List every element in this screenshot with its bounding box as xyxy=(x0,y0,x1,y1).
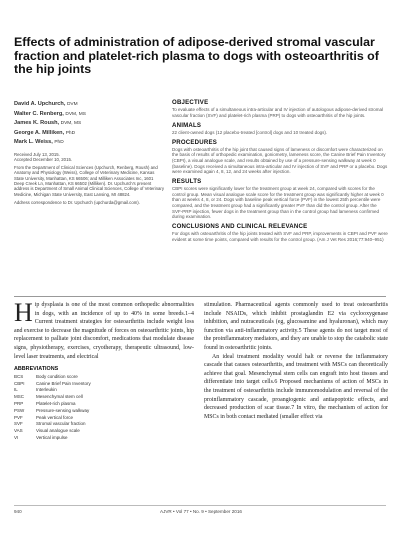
abbreviation-row xyxy=(14,421,194,428)
abbreviation-key: SVF xyxy=(14,421,23,427)
abbreviation-row xyxy=(14,374,194,381)
author-degree: PhD xyxy=(65,130,76,136)
author: James K. Roush, DVM, MS xyxy=(14,120,82,126)
author-name: James K. Roush xyxy=(14,120,58,126)
footer-divider xyxy=(14,505,386,506)
abbreviation-row xyxy=(14,408,194,415)
abbreviation-value: Interleukin xyxy=(36,387,57,393)
author-name: David A. Upchurch xyxy=(14,101,64,107)
author-name: Walter C. Renberg xyxy=(14,110,63,117)
abbreviation-value: Pressure-sensing walkway xyxy=(36,407,90,413)
abbreviation-row xyxy=(14,435,194,442)
intro-paragraph xyxy=(14,298,194,361)
abbreviation-key: PRP xyxy=(14,400,24,406)
abbreviation-row xyxy=(14,381,194,388)
journal-citation: AJVR • Vol 77 • No. 9 • September 2016 xyxy=(160,509,242,514)
page-number: 940 xyxy=(14,509,22,514)
abbreviation-value: Canine Brief Pain Inventory xyxy=(36,380,91,386)
abbreviation-key: CBPI xyxy=(14,380,25,386)
author-degree: DVM, MS xyxy=(60,121,82,126)
body-paragraph: stimulation. Pharmaceutical agents commonly used to treat osteoarthritis include NSAIDs, which inhibit prostaglandin E2 via cyclooxygenase inhibition, and nutraceuticals (eg, glucosamine and hyaluronan), which may function via anti-inflammatory activity.5 These agents do not target most of the proinflammatory mediators, and they are unable to stop the catabolic state found in osteoarthritic joints. xyxy=(204,302,388,351)
intro-text: ip dysplasia is one of the most common orthopedic abnormalities in dogs, with an incidence of up to 40% in some breeds.1–4 Current treatment strategies for osteoarthritis include weight loss and exercise to decrease the magnitude of forces on osteoarthritic joints, hip replacement to palliate joint discomfort, medications that modulate disease signs, physiotherapy, exercises, cryotherapy, therapeutic ultrasound, low-level laser treatments, and electrical xyxy=(14,302,194,360)
abstract-heading: CONCLUSIONS AND CLINICAL RELEVANCE xyxy=(172,223,308,231)
abbreviation-value: Platelet-rich plasma xyxy=(36,400,76,406)
abstract-heading: RESULTS xyxy=(172,178,202,186)
author-degree: PhD xyxy=(54,140,64,145)
abbreviation-key: PVF xyxy=(14,414,23,420)
abstract-text: Dogs with osteoarthritis of the hip joint that caused signs of lameness or discomfort were characterized on the basis of results of orthopedic examination, goniometry, lameness score, the Canine Brief Pain Inventory (CBPI), a visual analogue scale, and results obtained by use of a pressure-sensing walkway at week 0 (baseline). Dogs received a simultaneous intra-articular and IV injection of SVF and PRP or a placebo. Dogs were examined again 4, 8, 12, and 24 weeks after injection. xyxy=(172,146,388,175)
abstract-text: To evaluate effects of a simultaneous intra-articular and IV injection of autologous adipose-derived stromal vascular fraction (SVF) and platelet-rich plasma (PRP) to dogs with osteoarthritis of the hip joints. xyxy=(172,107,384,118)
abbreviation-row xyxy=(14,387,194,394)
author: Mark L. Weiss, PhD xyxy=(14,139,64,145)
abbreviation-key: BCS xyxy=(14,373,24,379)
body-column-right xyxy=(204,301,388,421)
abstract-heading: OBJECTIVE xyxy=(172,99,209,106)
abbreviation-row xyxy=(14,401,194,408)
drop-cap: H xyxy=(14,298,33,327)
abbreviation-value: Vertical impulse xyxy=(36,434,68,440)
author-degree: DVM, MS xyxy=(65,111,86,117)
abstract xyxy=(172,99,388,243)
author: George A. Milliken, PhD xyxy=(14,129,76,136)
received-date: Received July 13, 2015. xyxy=(14,151,60,157)
abbreviation-key: PSW xyxy=(14,407,25,413)
author: Walter C. Renberg, DVM, MS xyxy=(14,110,86,117)
body-column-left xyxy=(14,298,194,442)
abbreviation-value: Body condition score xyxy=(36,373,78,379)
correspondence: Address correspondence to Dr. Upchurch (upchurda@gmail.com). xyxy=(14,199,140,205)
abbreviation-key: MSC xyxy=(14,394,24,400)
abbreviation-value: Peak vertical force xyxy=(36,414,74,420)
author-name: Mark L. Weiss xyxy=(14,139,52,145)
article-title: Effects of administration of adipose-derived stromal vascular fraction and platelet-rich plasma to dogs with osteoarthritis of the hip joints xyxy=(14,35,379,77)
abbreviation-value: Visual analogue scale xyxy=(36,428,80,434)
abstract-text: 22 client-owned dogs (12 placebo-treated [control] dogs and 10 treated dogs). xyxy=(172,129,328,135)
abbreviation-row xyxy=(14,415,194,422)
affiliation: From the Department of Clinical Sciences (Upchurch, Renberg, Roush) and Anatomy and Physiology (Weiss), College of Veterinary Medicine, Kansas State University, Manhattan, KS 66506; and Milliken Associates Inc, 1601 Deep Creek Ln, Manhattan, KS 66502 (Milliken). Dr. Upchurch's present address is Department of Small Animal Clinical Sciences, College of Veterinary Medicine, Michigan State University, East Lansing, MI 48824. xyxy=(14,165,164,197)
abstract-heading: ANIMALS xyxy=(172,121,202,129)
section-divider xyxy=(14,296,386,297)
abbreviation-key: VI xyxy=(14,434,19,440)
author-name: George A. Milliken xyxy=(14,129,63,136)
abstract-text: For dogs with osteoarthritis of the hip joints treated with SVF and PRP, improvements in CBPI and PVF were evident at some time points, compared with results for the control group. (Am J Vet Res 2016;77:940–951) xyxy=(172,231,388,242)
abbreviation-key: VAS xyxy=(14,428,23,434)
abbreviations-heading: ABBREVIATIONS xyxy=(14,366,59,373)
author-block xyxy=(14,100,164,205)
abbreviation-value: Stromal vascular fraction xyxy=(36,421,86,427)
abstract-text: CBPI scores were significantly lower for the treatment group at week 24, compared with scores for the control group. Mean visual analogue scale score for the treatment group was significantly higher at week 0 than at weeks 4, 8, or 24. Dogs with baseline peak vertical force (PVF) in the lowest 25th percentile were compared, and the treatment group had a significantly greater PVF than did the control group. After the SVF-PRP injection, fewer dogs in the treatment group than in the control group had lameness confirmed during examination. xyxy=(172,186,384,220)
body-paragraph: An ideal treatment modality would halt or reverse the inflammatory cascade that causes osteoarthritis, and treatment with MSCs can theoretically achieve that goal. Mesenchymal stem cells can engraft into host tissues and differentiate into target cells.6 Proposed mechanisms of action of MSCs in the treatment of osteoarthritis include immunomodulation and reversal of the proinflammatory cascade, proangiogenic and antiapoptotic effects, and decreased production of scar tissue.7 In vitro, the mechanism of action for MSCs in both contact mediated (smaller effect via xyxy=(204,353,388,420)
abstract-heading: PROCEDURES xyxy=(172,138,218,146)
abbreviation-row xyxy=(14,394,194,401)
abbreviation-key: IL xyxy=(14,387,18,393)
abbreviation-value: Mesenchymal stem cell xyxy=(36,394,83,400)
author: David A. Upchurch, DVM xyxy=(14,101,78,107)
abbreviation-row xyxy=(14,428,194,435)
author-degree: DVM xyxy=(66,102,78,107)
accepted-date: Accepted December 10, 2015. xyxy=(14,156,73,162)
